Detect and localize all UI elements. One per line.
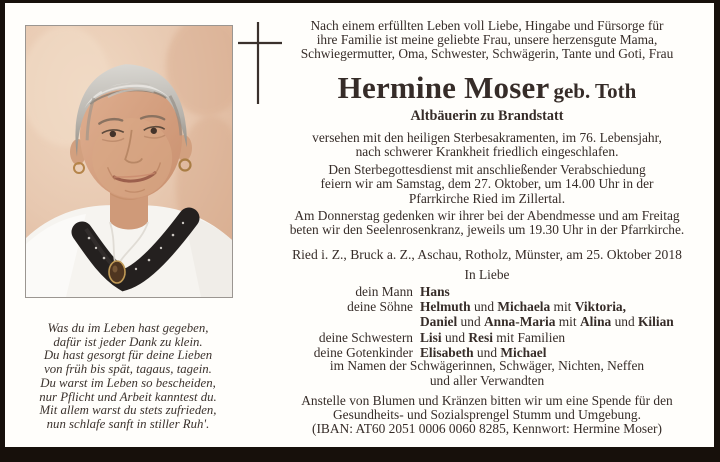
text-line: Du warst im Leben so bescheiden, [40, 375, 216, 390]
family-names [420, 284, 450, 299]
family-names [420, 330, 565, 345]
intro-paragraph [262, 19, 712, 62]
text-line: Daniel und Anna-Maria mit Alina und Kilian [420, 314, 674, 330]
service-paragraph [262, 163, 712, 206]
text-line: ihre Familie ist meine geliebte Frau, unsere herzensgute Mama, [316, 32, 658, 48]
text-line: von früh bis spät, tagaus, tagein. [44, 362, 212, 377]
family-list [262, 284, 712, 360]
text-line: und aller Verwandten [429, 372, 545, 388]
text-line: dafür ist jeder Dank zu klein. [53, 334, 203, 349]
text-line: nur Pflicht und Arbeit kanntest du. [39, 389, 217, 404]
text-line: versehen mit den heiligen Sterbesakramenten, im 76. Lebensjahr, [312, 130, 662, 145]
text-line: im Namen der Schwägerinnen, Schwäger, Nichten, Neffen [329, 358, 645, 373]
text-line: Schwiegermutter, Oma, Schwester, Schwägerin, Tante und Goti, Frau [300, 46, 674, 62]
text-line: Elisabeth und Michael [420, 344, 547, 360]
death-paragraph [262, 131, 712, 160]
family-footer [262, 359, 712, 389]
place-date-line: Ried i. Z., Bruck a. Z., Aschau, Rotholz, Münster, am 25. Oktober 2018 [292, 247, 682, 262]
donation-paragraph [262, 394, 712, 437]
name-line [262, 71, 712, 111]
text-line: nun schlafe sanft in stiller Ruh'. [46, 416, 210, 431]
text-line: Am Donnerstag gedenken wir ihrer bei der Abendmesse und am Freitag [294, 208, 680, 223]
text-line: Mit allem warst du stets zufrieden, [39, 403, 217, 418]
text-line: Du hast gesorgt für deine Lieben [43, 348, 213, 363]
deceased-title: Altbäuerin zu Brandstatt [410, 108, 564, 124]
text-line: feiern wir am Samstag, dem 27. Oktober, um 14.00 Uhr in der [320, 176, 654, 192]
prayers-paragraph [258, 209, 716, 238]
text-line: (IBAN: AT60 2051 0006 0060 8285, Kennwort: Hermine Moser) [312, 421, 662, 437]
family-relation-label: dein Mann [355, 284, 413, 299]
in-love-line: In Liebe [464, 267, 510, 282]
family-relation-label: deine Schwestern [318, 329, 413, 345]
family-row [262, 299, 712, 329]
text-line: beten wir den Seelenrosenkranz, jeweils um 19.30 Uhr in der Pfarrkirche. [289, 222, 685, 238]
text-line: Was du im Leben hast gegeben, [47, 321, 209, 335]
deceased-name: Hermine Moser [337, 70, 550, 105]
text-line: Den Sterbegottesdienst mit anschließender Verabschiedung [328, 162, 646, 177]
memorial-poem [18, 322, 238, 432]
family-row [262, 330, 712, 345]
family-relation-label: deine Söhne [347, 299, 413, 315]
text-line: Hans [420, 284, 450, 299]
maiden-name: geb. Toth [553, 79, 637, 103]
text-line: Anstelle von Blumen und Kränzen bitten wir um eine Spende für den [301, 393, 673, 408]
family-row [262, 284, 712, 299]
text-line: Gesundheits- und Sozialsprengel Stumm und Umgebung. [333, 407, 641, 423]
text-line: Helmuth und Michaela mit Viktoria, [420, 299, 626, 315]
portrait-photo [25, 25, 233, 298]
text-line: Lisi und Resi mit Familien [420, 329, 566, 345]
portrait-illustration [26, 26, 232, 297]
family-relation-label: deine Gotenkinder [313, 344, 413, 360]
text-line: Pfarrkirche Ried im Zillertal. [408, 190, 566, 206]
text-line: nach schwerer Krankheit friedlich eingeschlafen. [355, 144, 619, 160]
text-line: Nach einem erfüllten Leben voll Liebe, Hingabe und Fürsorge für [310, 18, 664, 33]
family-names [420, 299, 674, 329]
